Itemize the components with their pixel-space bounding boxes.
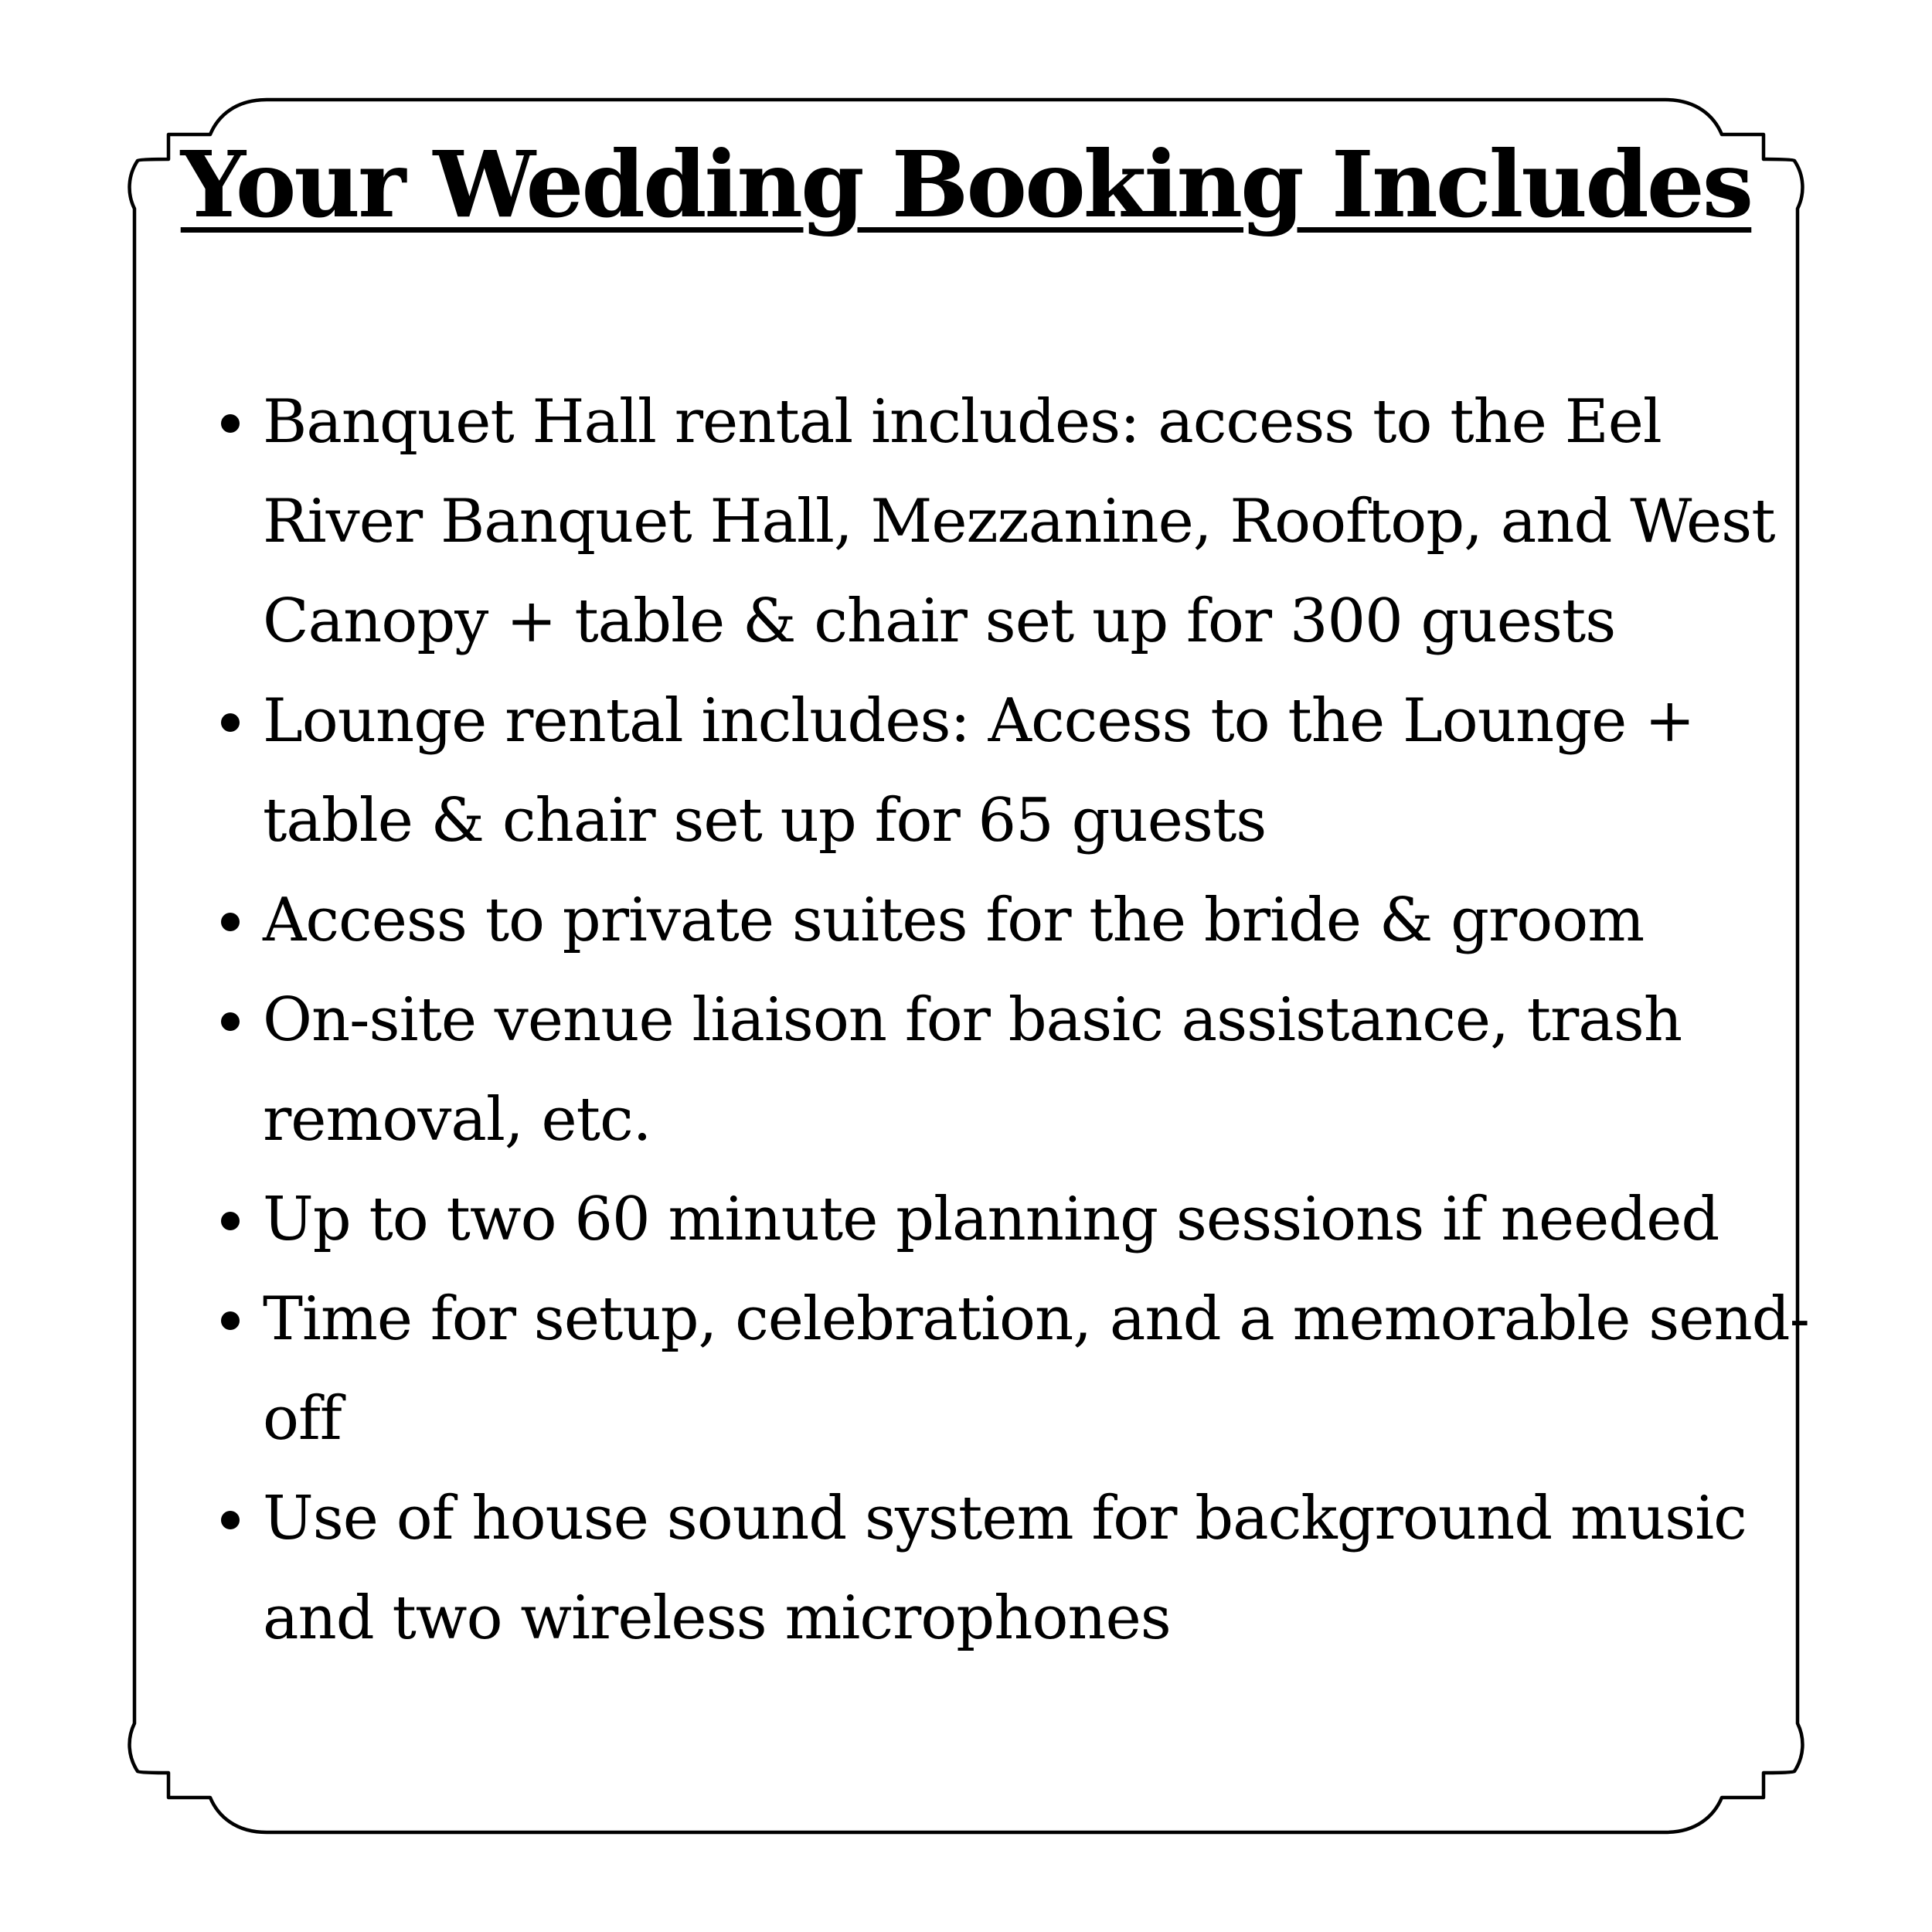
bullet-icon	[221, 1212, 240, 1230]
bullet-icon	[221, 713, 240, 732]
bullet-icon	[221, 1311, 240, 1330]
list-item	[263, 1170, 1824, 1270]
inclusions-list	[213, 372, 1824, 1668]
list-item	[263, 1270, 1824, 1469]
page-title: Your Wedding Booking Includes	[180, 131, 1752, 238]
list-item	[263, 372, 1824, 672]
bullet-icon	[221, 913, 240, 931]
bullet-icon	[221, 1012, 240, 1031]
list-item-text: Banquet Hall rental includes: access to the Eel River Banquet Hall, Mezzanine, Rooftop, and West Canopy + table & chair set up for 300 guests	[263, 387, 1775, 656]
list-item	[263, 1469, 1824, 1668]
bullet-icon	[221, 1511, 240, 1529]
bullet-icon	[221, 414, 240, 433]
list-item	[263, 672, 1824, 871]
list-item-text: Up to two 60 minute planning sessions if needed	[263, 1185, 1719, 1254]
list-item-text: Access to private suites for the bride & groom	[263, 886, 1645, 955]
list-item-text: Use of house sound system for background music and two wireless microphones	[263, 1484, 1747, 1653]
list-item-text: Lounge rental includes: Access to the Lounge + table & chair set up for 65 guests	[263, 686, 1695, 855]
list-item-text: Time for setup, celebration, and a memorable send-off	[263, 1284, 1809, 1454]
list-item	[263, 871, 1824, 971]
list-item-text: On-site venue liaison for basic assistance, trash removal, etc.	[263, 985, 1682, 1155]
list-item	[263, 971, 1824, 1170]
